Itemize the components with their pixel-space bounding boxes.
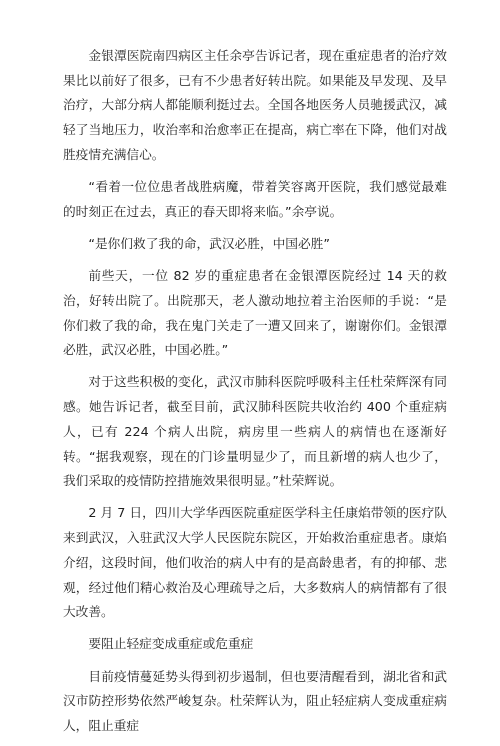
paragraph: 前些天，一位 82 岁的重症患者在金银潭医院经过 14 天的救治，好转出院了。出院那天，老人激动地拉着主治医师的手说：“是你们救了我的命，我在鬼门关走了一遭又回来了，谢谢你们。金银潭必胜，武汉必胜，中国必胜。” xyxy=(63,268,447,358)
paragraph: “看着一位位患者战胜病魔，带着笑容离开医院，我们感觉最难的时刻正在过去，真正的春天即将来临。”余亭说。 xyxy=(63,179,447,219)
paragraph: 金银潭医院南四病区主任余亭告诉记者，现在重症患者的治疗效果比以前好了很多，已有不少患者好转出院。如果能及早发现、及早治疗，大部分病人都能顺利挺过去。全国各地医务人员驰援武汉，减轻了当地压力，收治率和治愈率正在提高，病亡率在下降，他们对战胜疫情充满信心。 xyxy=(63,48,447,162)
paragraph: 2 月 7 日，四川大学华西医院重症医学科主任康焰带领的医疗队来到武汉，入驻武汉大学人民医院东院区，开始救治重症患者。康焰介绍，这段时间，他们收治的病人中有的是高龄患者，有的抑郁、悲观，经过他们精心救治及心理疏导之后，大多数病人的病情都有了很大改善。 xyxy=(63,505,447,620)
section-heading: 要阻止轻症变成重症或危重症 xyxy=(88,636,254,652)
section-heading: “是你们救了我的命，武汉必胜，中国必胜” xyxy=(88,235,330,251)
paragraph: 对于这些积极的变化，武汉市肺科医院呼吸科主任杜荣辉深有同感。她告诉记者，截至目前，武汉肺科医院共收治约 400 个重症病人，已有 224 个病人出院，病房里一些病人的病情也在逐渐好转。“据我观察，现在的门诊量明显少了，而且新增的病人也少了，我们采取的疫情防控措施效果很明显。”杜荣辉说。 xyxy=(63,374,447,489)
paragraph: 目前疫情蔓延势头得到初步遏制，但也要清醒看到，湖北省和武汉市防控形势依然严峻复杂。杜荣辉认为，阻止轻症病人变成重症病人，阻止重症 xyxy=(63,668,447,734)
article-body xyxy=(63,44,447,746)
